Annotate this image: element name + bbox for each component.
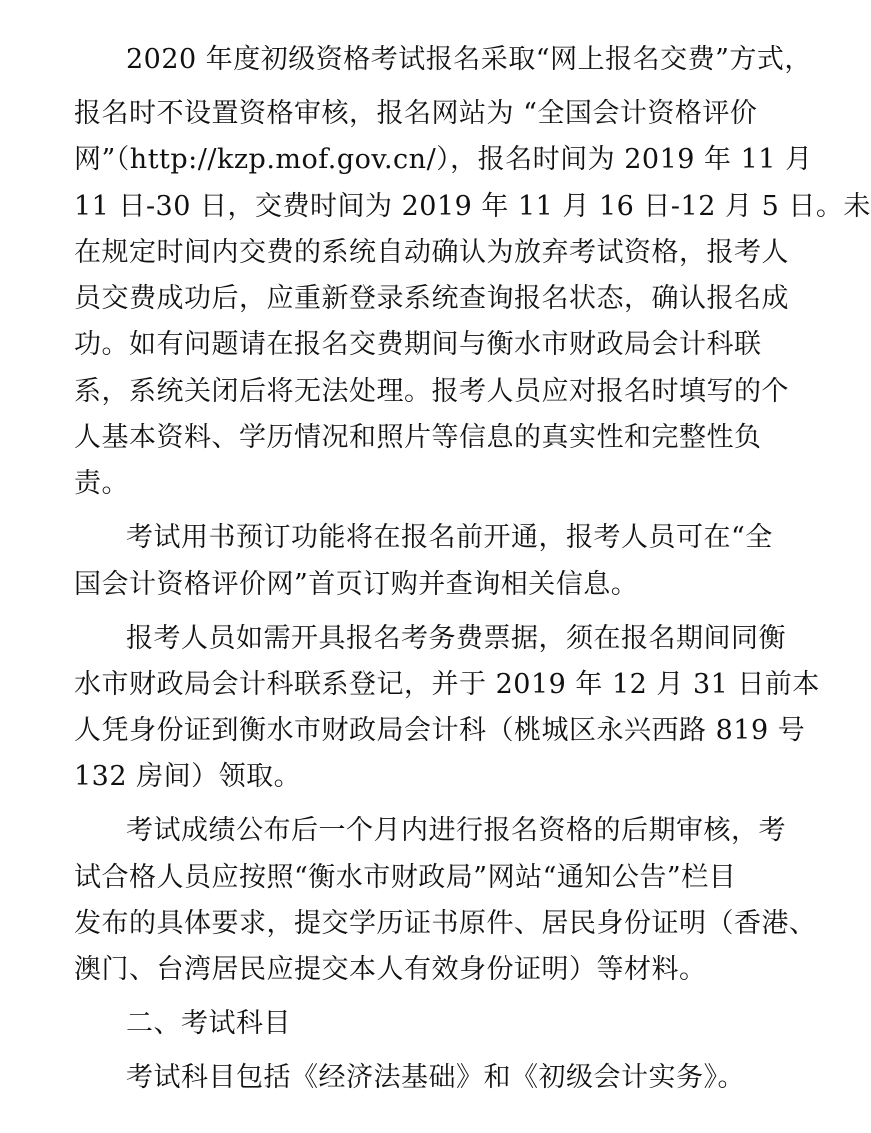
paragraph-registration-line: 网”（http://kzp.mof.gov.cn/），报名时间为 2019 年 11 月 [74,144,813,175]
paragraph-textbook-line: 国会计资格评价网”首页订购并查询相关信息。 [74,569,639,600]
paragraph-registration-line: 11 日-30 日，交费时间为 2019 年 11 月 16 日-12 月 5 日。未 [74,191,871,222]
paragraph-registration-line: 在规定时间内交费的系统自动确认为放弃考试资格，报考人 [74,237,789,268]
paragraph-review-line: 试合格人员应按照“衡水市财政局”网站“通知公告”栏目 [74,862,737,893]
paragraph-receipt-line: 132 房间）领取。 [74,761,302,792]
paragraph-textbook-line: 考试用书预订功能将在报名前开通，报考人员可在“全 [126,522,773,553]
section-heading-exam-subjects: 二、考试科目 [126,1008,291,1039]
paragraph-registration-line: 功。如有问题请在报名交费期间与衡水市财政局会计科联 [74,329,762,360]
paragraph-registration-line: 责。 [74,468,129,499]
paragraph-review-line: 发布的具体要求，提交学历证书原件、居民身份证明（香港、 [74,908,817,939]
paragraph-receipt-line: 水市财政局会计科联系登记，并于 2019 年 12 月 31 日前本 [74,669,820,700]
paragraph-receipt-line: 人凭身份证到衡水市财政局会计科（桃城区永兴西路 819 号 [74,715,806,746]
paragraph-subjects-line: 考试科目包括《经济法基础》和《初级会计实务》。 [126,1062,745,1093]
paragraph-registration-line: 报名时不设置资格审核，报名网站为 “全国会计资格评价 [74,98,758,129]
paragraph-registration-line: 2020 年度初级资格考试报名采取“网上报名交费”方式， [126,44,812,75]
paragraph-review-line: 考试成绩公布后一个月内进行报名资格的后期审核，考 [126,815,786,846]
paragraph-review-line: 澳门、台湾居民应提交本人有效身份证明）等材料。 [74,954,707,985]
paragraph-registration-line: 员交费成功后，应重新登录系统查询报名状态，确认报名成 [74,283,789,314]
paragraph-registration-line: 系，系统关闭后将无法处理。报考人员应对报名时填写的个 [74,376,789,407]
paragraph-receipt-line: 报考人员如需开具报名考务费票据，须在报名期间同衡 [126,623,786,654]
paragraph-registration-line: 人基本资料、学历情况和照片等信息的真实性和完整性负 [74,422,762,453]
